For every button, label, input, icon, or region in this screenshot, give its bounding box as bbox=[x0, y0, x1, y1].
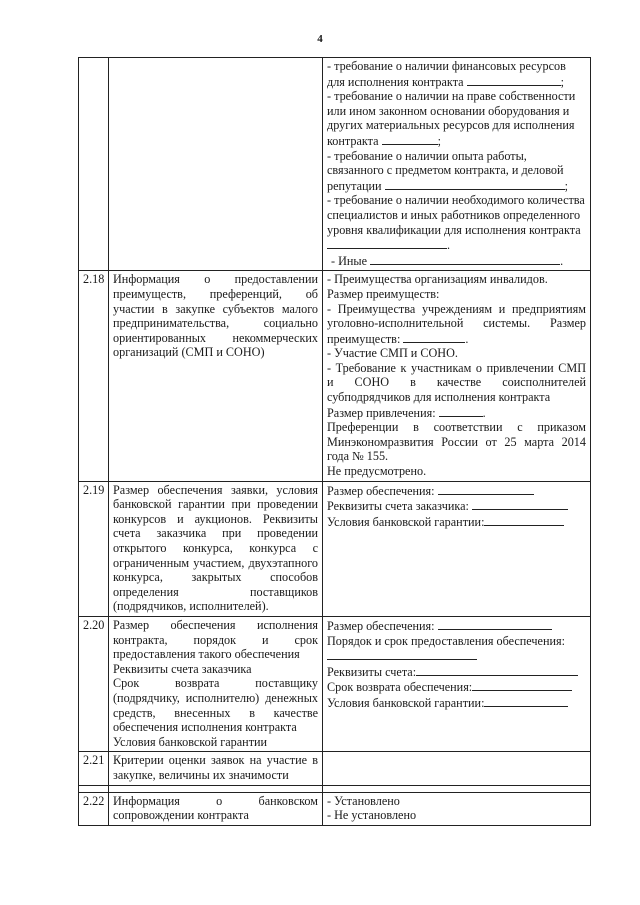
table-row-2-18 bbox=[79, 271, 591, 481]
row-name-cell bbox=[109, 58, 323, 271]
value-line: - Установлено bbox=[327, 793, 400, 808]
value-line: - Требование к участникам о привлечении СМП и СОНО в качестве соисполнителей субподрядчиков для исполнения контракта bbox=[327, 360, 586, 405]
procurement-table bbox=[78, 57, 591, 826]
value-line: - Участие СМП и СОНО. bbox=[327, 346, 458, 361]
table-row-2-22 bbox=[79, 792, 591, 825]
fill-blank bbox=[472, 679, 572, 691]
name-part: Размер обеспечения исполнения контракта, порядок и срок предоставления такого обеспечения bbox=[113, 617, 318, 662]
row-number-cell: 2.19 bbox=[79, 481, 109, 616]
row-name-cell: Критерии оценки заявок на участие в закупке, величины их значимости bbox=[109, 752, 323, 785]
requirement-text: - Иные bbox=[331, 253, 368, 268]
fill-blank bbox=[327, 648, 477, 660]
row-value-cell bbox=[323, 616, 591, 751]
table-gap bbox=[79, 785, 591, 792]
punctuation: . bbox=[447, 238, 451, 253]
table-row-continuation bbox=[79, 58, 591, 271]
value-line: Преференции в соответствии с приказом Минэкономразвития России от 25 марта 2014 года № 155. bbox=[327, 420, 586, 464]
value-line: Реквизиты счета заказчика: bbox=[327, 499, 469, 514]
row-number-cell: 2.21 bbox=[79, 752, 109, 785]
requirement-text: - требование о наличии на праве собственности или ином законном основании оборудования и других материальных ресурсов для исполнения контракта bbox=[327, 89, 576, 148]
table-row-2-19 bbox=[79, 481, 591, 616]
fill-blank bbox=[438, 483, 534, 495]
value-line: - Преимущества организациям инвалидов. bbox=[327, 272, 548, 287]
name-part: Срок возврата поставщику (подрядчику, исполнителю) денежных средств, внесенных в качестве обеспечения исполнения контракта bbox=[113, 676, 318, 735]
row-name-cell bbox=[109, 616, 323, 751]
requirement-text: - требование о наличии опыта работы, связанного с предметом контракта, и деловой репутации bbox=[327, 148, 564, 193]
punctuation: ; bbox=[564, 178, 569, 193]
fill-blank bbox=[484, 695, 568, 707]
value-line: Размер привлечения: bbox=[327, 405, 436, 420]
fill-blank bbox=[327, 237, 447, 249]
row-name-cell: Размер обеспечения заявки, условия банковской гарантии при проведении конкурсов и аукционов. Реквизиты счета заказчика при проведении открытого конкурса, конкурса с ограниченным участием, двухэтапного конкурса, закрытых способов определения поставщиков (подрядчиков, исполнителей). bbox=[109, 481, 323, 616]
value-line: Размер обеспечения: bbox=[327, 483, 435, 498]
table-row-2-20 bbox=[79, 616, 591, 751]
fill-blank bbox=[439, 405, 483, 417]
row-value-cell bbox=[323, 58, 591, 271]
page-number: 4 bbox=[317, 33, 323, 45]
fill-blank bbox=[403, 331, 465, 343]
fill-blank bbox=[472, 498, 568, 510]
fill-blank bbox=[416, 664, 578, 676]
row-value-cell: - Преимущества организациям инвалидов. Размер преимуществ: - Преимущества учреждениям и предприятиям уголовно-исполнительной системы. Размер преимуществ: . - Участие СМП и СОНО. - Требование к участникам о привлечении СМП и СОНО в качестве соисполнителей субподрядчиков для исполнения контракта Размер привлечения: . Преференции в соответствии с приказом Минэкономразвития России от 25 марта 2014 года № 155. Не предусмотрено. bbox=[323, 271, 591, 481]
name-part: Условия банковской гарантии bbox=[113, 734, 268, 749]
row-value-cell bbox=[323, 752, 591, 785]
value-line: Размер преимуществ: bbox=[327, 286, 440, 301]
value-line: Срок возврата обеспечения: bbox=[327, 680, 473, 695]
row-value-cell bbox=[323, 792, 591, 825]
punctuation: ; bbox=[560, 74, 565, 89]
punctuation: ; bbox=[437, 133, 441, 148]
punctuation: . bbox=[560, 253, 564, 268]
value-line: Порядок и срок предоставления обеспечения: bbox=[327, 633, 565, 648]
fill-blank bbox=[382, 133, 438, 145]
value-line: - Преимущества учреждениям и предприятиям уголовно-исполнительной системы. Размер преимуществ: bbox=[327, 301, 586, 346]
name-part: Реквизиты счета заказчика bbox=[113, 661, 252, 676]
row-name-cell: Информация о банковском сопровождении контракта bbox=[109, 792, 323, 825]
fill-blank bbox=[484, 514, 564, 526]
fill-blank bbox=[370, 253, 560, 265]
fill-blank bbox=[385, 178, 565, 190]
row-number-cell: 2.20 bbox=[79, 616, 109, 751]
value-line: Размер обеспечения: bbox=[327, 618, 435, 633]
value-line: - Не установлено bbox=[327, 808, 417, 823]
requirement-text: - требование о наличии финансовых ресурсов для исполнения контракта bbox=[327, 59, 566, 89]
value-line: Условия банковской гарантии: bbox=[327, 514, 485, 529]
row-number-cell bbox=[79, 58, 109, 271]
row-name-cell: Информация о предоставлении преимуществ, преференций, об участии в закупке субъектов малого предпринимательства, социально ориентированных некоммерческих организаций (СМП и СОНО) bbox=[109, 271, 323, 481]
value-line: Не предусмотрено. bbox=[327, 464, 427, 479]
fill-blank bbox=[467, 74, 561, 86]
value-line: Реквизиты счета: bbox=[327, 664, 417, 679]
row-number-cell: 2.22 bbox=[79, 792, 109, 825]
fill-blank bbox=[438, 618, 552, 630]
table-row-2-21 bbox=[79, 752, 591, 785]
row-value-cell bbox=[323, 481, 591, 616]
requirement-text: - требование о наличии необходимого количества специалистов и иных работников определенного уровня квалификации для исполнения контракта bbox=[327, 193, 585, 237]
row-number-cell: 2.18 bbox=[79, 271, 109, 481]
value-line: Условия банковской гарантии: bbox=[327, 695, 485, 710]
